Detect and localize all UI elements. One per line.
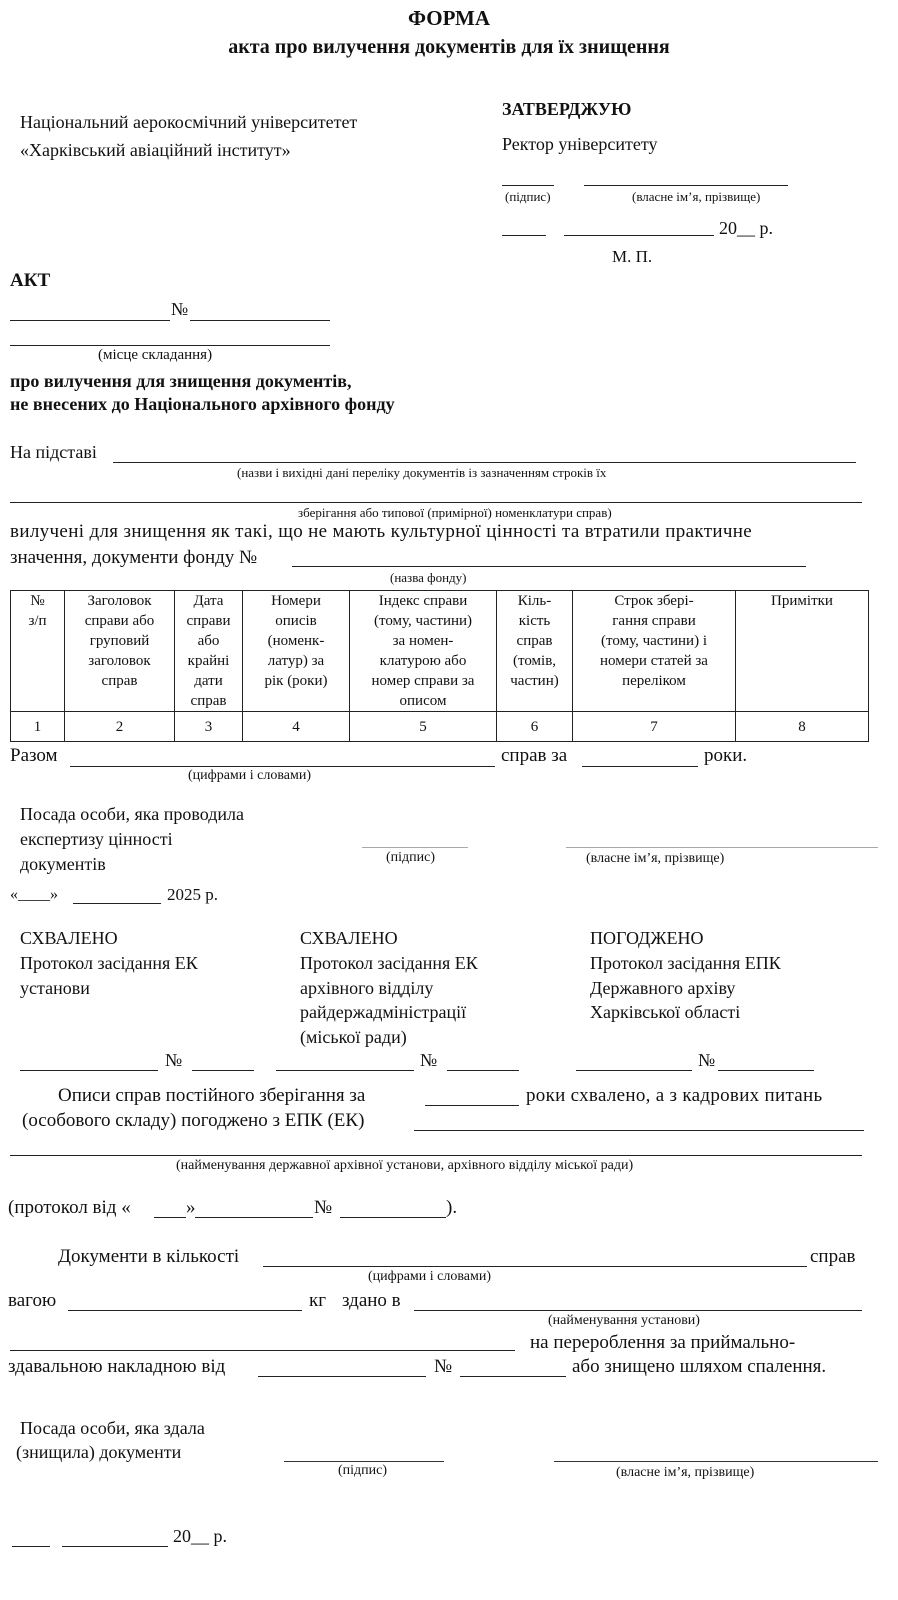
docs-end: справ — [810, 1246, 856, 1267]
act-number-line[interactable] — [190, 320, 330, 321]
header-cell: Номери описів (номенк- латур) за рік (роки) — [243, 591, 350, 712]
docs-count-line[interactable] — [263, 1266, 807, 1267]
protocol-day-line[interactable] — [154, 1217, 186, 1218]
approve-day-line[interactable] — [502, 235, 546, 236]
protocol-month-line[interactable] — [195, 1217, 313, 1218]
seal-label: М. П. — [612, 247, 653, 266]
column-number-cell: 4 — [243, 712, 350, 742]
header-cell: № з/п — [11, 591, 65, 712]
fund-line[interactable] — [292, 566, 806, 567]
docs-caption: (цифрами і словами) — [368, 1269, 492, 1284]
approval-1-heading: СХВАЛЕНО — [20, 928, 118, 948]
org-line-2: «Харківський авіаційний інститут» — [20, 140, 291, 160]
basis-label: На підставі — [10, 442, 97, 462]
table-header-row — [11, 591, 869, 712]
protocol-open: (протокол від « — [8, 1197, 131, 1218]
protocol-number-line[interactable] — [340, 1217, 446, 1218]
total-label: Разом — [10, 745, 58, 766]
act-date-line[interactable] — [10, 320, 170, 321]
form-subtitle: акта про вилучення документів для їх знищення — [228, 36, 670, 58]
invoice-number-sign: № — [434, 1356, 453, 1377]
weight-line[interactable] — [68, 1310, 302, 1311]
approve-signature-line[interactable] — [502, 185, 554, 186]
basis-caption-2: зберігання або типової (примірної) номенклатури справ) — [298, 505, 612, 520]
approval-2-number-line[interactable] — [447, 1070, 519, 1071]
act-number-sign: № — [171, 299, 189, 319]
documents-table — [10, 590, 869, 742]
basis-text-1: вилучені для знищення як такі, що не мають культурної цінності та втратили практичне — [10, 521, 753, 542]
basis-line-1[interactable] — [113, 462, 856, 463]
approve-month-line[interactable] — [564, 235, 714, 236]
act-about-line-2: не внесених до Національного архівного фонду — [10, 394, 395, 414]
inventory-line-2: (особового складу) погоджено з ЕПК (ЕК) — [22, 1110, 365, 1131]
handed-org-line[interactable] — [414, 1310, 862, 1311]
approve-name-caption: (власне ім’я, прізвище) — [632, 189, 761, 204]
column-number-cell: 8 — [736, 712, 869, 742]
approve-signature-caption: (підпис) — [505, 189, 551, 204]
handover-line-1: Посада особи, яка здала — [20, 1418, 205, 1438]
header-cell: Строк збері- гання справи (тому, частини) і номери статей за переліком — [573, 591, 736, 712]
inventory-line-1a: Описи справ постійного зберігання за — [58, 1085, 366, 1106]
approve-date-year: 20__ р. — [719, 218, 773, 238]
approval-2-line-2: архівного відділу — [300, 978, 434, 998]
approval-2-line-1: Протокол засідання ЕК — [300, 953, 478, 973]
inventory-institution-line[interactable] — [10, 1155, 862, 1156]
header-cell: Примітки — [736, 591, 869, 712]
basis-caption-1: (назви і вихідні дані переліку документів із зазначенням строків їх — [237, 465, 607, 480]
invoice-number-line[interactable] — [460, 1376, 566, 1377]
inventory-caption: (найменування державної архівної установи, архівного відділу міської ради) — [176, 1158, 634, 1173]
approval-3-heading: ПОГОДЖЕНО — [590, 928, 704, 948]
expert-date-year: 2025 р. — [167, 885, 218, 904]
weight-label: вагою — [8, 1290, 57, 1311]
header-cell: Кіль- кість справ (томів, частин) — [497, 591, 573, 712]
approval-3-line-3: Харківської області — [590, 1002, 741, 1022]
basis-line-2[interactable] — [10, 502, 862, 503]
handover-day-line[interactable] — [12, 1546, 50, 1547]
inventory-years-line[interactable] — [425, 1105, 519, 1106]
docs-label: Документи в кількості — [58, 1246, 240, 1267]
column-number-cell: 1 — [11, 712, 65, 742]
table-number-row — [11, 712, 869, 742]
approval-2-line-4: (міської ради) — [300, 1027, 407, 1047]
handover-signature-caption: (підпис) — [338, 1463, 388, 1478]
column-number-cell: 3 — [175, 712, 243, 742]
invoice-label: здавальною накладною від — [8, 1356, 226, 1377]
total-end: роки. — [704, 745, 748, 766]
approval-2-date-line[interactable] — [276, 1070, 414, 1071]
column-number-cell: 7 — [573, 712, 736, 742]
fund-caption: (назва фонду) — [390, 570, 467, 585]
approval-1-number-sign: № — [165, 1050, 183, 1070]
approval-3-number-sign: № — [698, 1050, 716, 1070]
approval-1-line-1: Протокол засідання ЕК — [20, 953, 198, 973]
approval-2-heading: СХВАЛЕНО — [300, 928, 398, 948]
approval-1-date-line[interactable] — [20, 1070, 158, 1071]
approve-heading: ЗАТВЕРДЖУЮ — [502, 99, 632, 119]
expert-name-line[interactable] — [566, 847, 878, 848]
expert-date-day: «____» — [10, 886, 58, 903]
approval-2-line-3: райдержадміністрації — [300, 1002, 467, 1022]
column-number-cell: 2 — [65, 712, 175, 742]
column-number-cell: 5 — [350, 712, 497, 742]
approval-3-date-line[interactable] — [576, 1070, 692, 1071]
handover-signature-line[interactable] — [284, 1461, 444, 1462]
handover-date-year: 20__ р. — [173, 1526, 227, 1546]
act-heading: АКТ — [10, 270, 51, 291]
expert-name-caption: (власне ім’я, прізвище) — [586, 851, 725, 866]
header-cell: Індекс справи (тому, частини) за номен- клатурою або номер справи за описом — [350, 591, 497, 712]
weight-kg: кг — [309, 1290, 327, 1311]
expert-line-2: експертизу цінності — [20, 829, 173, 849]
approval-3-number-line[interactable] — [718, 1070, 814, 1071]
approval-2-number-sign: № — [420, 1050, 438, 1070]
approval-1-line-2: установи — [20, 978, 90, 998]
form-title: ФОРМА — [407, 6, 491, 30]
inventory-line-1b: роки схвалено, а з кадрових питань — [526, 1085, 823, 1106]
handover-name-caption: (власне ім’я, прізвище) — [616, 1465, 755, 1480]
basis-text-2: значення, документи фонду № — [10, 547, 258, 568]
processing-line[interactable] — [10, 1350, 515, 1351]
column-number-cell: 6 — [497, 712, 573, 742]
protocol-number-sign: № — [314, 1197, 333, 1218]
approval-1-number-line[interactable] — [192, 1070, 254, 1071]
processing-text: на перероблення за приймально- — [530, 1332, 796, 1353]
total-middle: справ за — [501, 745, 568, 766]
approval-3-line-1: Протокол засідання ЕПК — [590, 953, 781, 973]
header-cell: Дата справи або крайні дати справ — [175, 591, 243, 712]
org-line-1: Національний аерокосмічний університетет — [20, 112, 358, 132]
approval-3-line-2: Державного архіву — [590, 978, 736, 998]
protocol-close: ). — [446, 1197, 458, 1218]
total-years-line[interactable] — [582, 766, 698, 767]
expert-line-3: документів — [20, 854, 106, 874]
protocol-mid: » — [186, 1197, 196, 1218]
act-place-caption: (місце складання) — [98, 347, 213, 363]
expert-date-month-line[interactable] — [73, 903, 161, 904]
expert-signature-caption: (підпис) — [386, 850, 436, 865]
handed-org-caption: (найменування установи) — [548, 1313, 700, 1328]
burn-text: або знищено шляхом спалення. — [572, 1356, 827, 1377]
header-cell: Заголовок справи або груповий заголовок справ — [65, 591, 175, 712]
handed-label: здано в — [342, 1290, 401, 1311]
invoice-date-line[interactable] — [258, 1376, 426, 1377]
act-place-line[interactable] — [10, 345, 330, 346]
approve-position: Ректор університету — [502, 134, 658, 154]
total-count-line[interactable] — [70, 766, 495, 767]
inventory-epk-line[interactable] — [414, 1130, 864, 1131]
handover-name-line[interactable] — [554, 1461, 878, 1462]
handover-month-line[interactable] — [62, 1546, 168, 1547]
expert-signature-line[interactable] — [362, 847, 468, 848]
approve-name-line[interactable] — [584, 185, 788, 186]
expert-line-1: Посада особи, яка проводила — [20, 804, 245, 824]
handover-line-2: (знищила) документи — [16, 1442, 182, 1462]
act-about-line-1: про вилучення для знищення документів, — [10, 371, 352, 391]
total-caption: (цифрами і словами) — [188, 768, 312, 783]
